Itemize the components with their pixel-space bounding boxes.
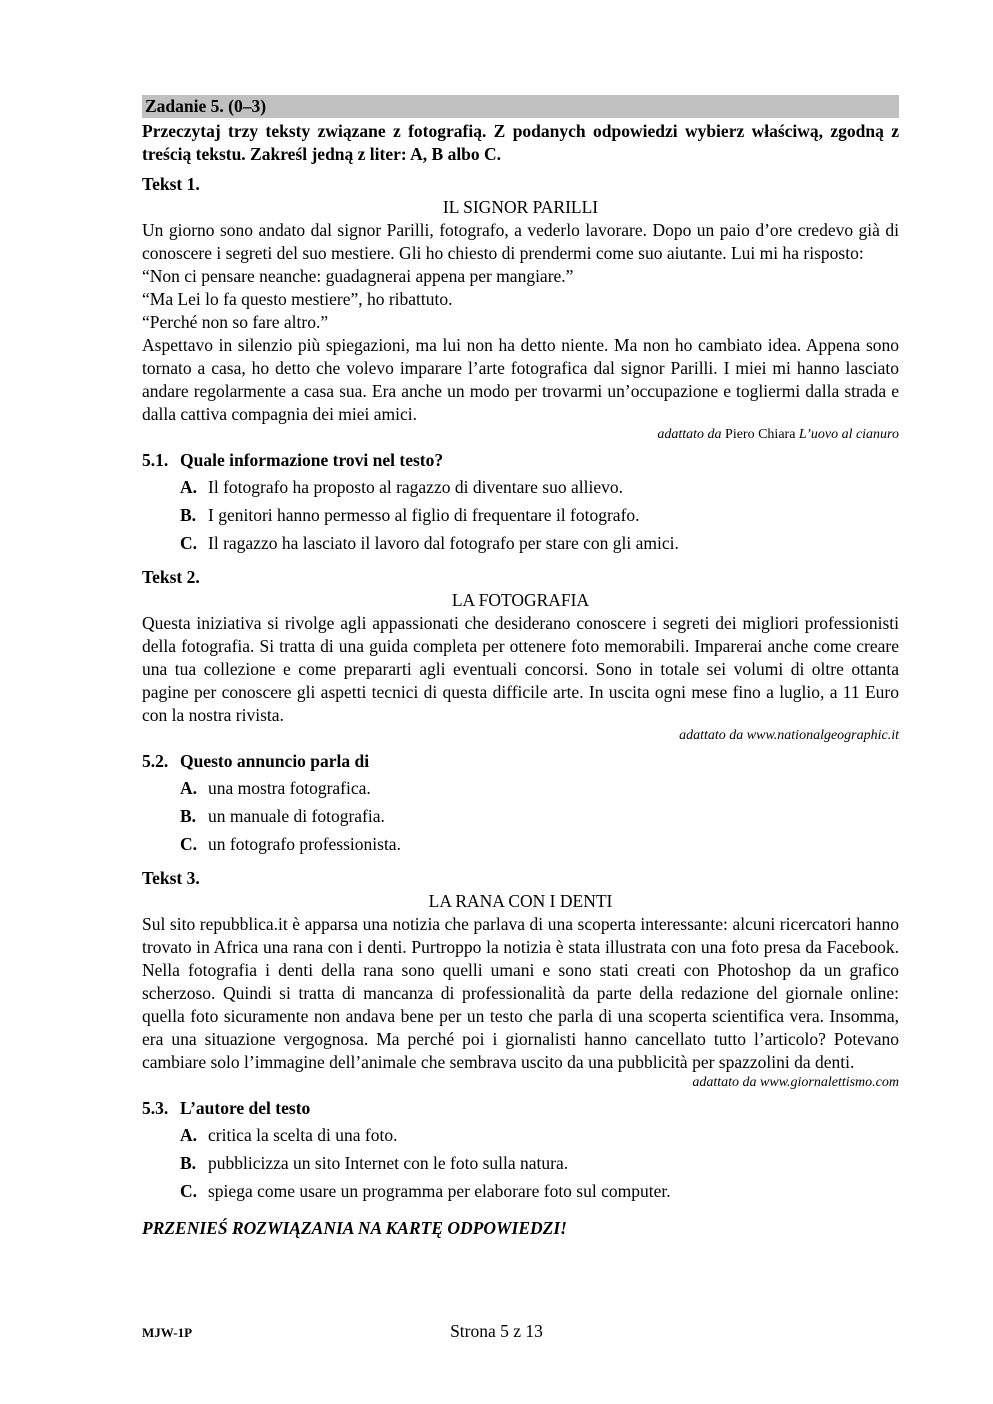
text1-quote-3: “Perché non so fare altro.” xyxy=(142,312,329,332)
question-text: Quale informazione trovi nel testo? xyxy=(180,450,444,470)
text2-title: LA FOTOGRAFIA xyxy=(451,590,590,610)
question-5-3-options xyxy=(180,1123,899,1207)
text3-title: LA RANA CON I DENTI xyxy=(428,891,613,911)
option-letter[interactable]: B. xyxy=(180,505,197,525)
task-header: Zadanie 5. (0–3) xyxy=(142,95,899,118)
option-letter[interactable]: C. xyxy=(180,1181,198,1201)
text2-paragraph: Questa iniziativa si rivolge agli appassionati che desiderano conoscere i segreti dei migliori professionisti della fotografia. Si tratta di una guida completa per ottenere foto memorabili. Imparerai anche come creare una tua collezione e come prepararti agli eventuali concorsi. Sono in totale sei volumi di oltre ottanta pagine per conoscere gli aspetti tecnici di questa difficile arte. In uscita ogni mese fino a luglio, a 11 Euro con la nostra rivista. xyxy=(142,613,899,725)
text1-quote-2: “Ma Lei lo fa questo mestiere”, ho ribattuto. xyxy=(142,289,453,309)
option-a[interactable] xyxy=(180,475,899,503)
option-a[interactable] xyxy=(180,776,899,804)
text3-label: Tekst 3. xyxy=(142,868,200,888)
question-5-3 xyxy=(142,1097,899,1120)
option-letter[interactable]: A. xyxy=(180,477,198,497)
page-content xyxy=(142,95,899,1240)
question-number: 5.1. xyxy=(142,450,169,470)
task-instruction: Przeczytaj trzy teksty związane z fotografią. Z podanych odpowiedzi wybierz właściwą, zgodną z treścią tekstu. Zakreśl jedną z liter: A, B albo C. xyxy=(142,121,899,164)
option-b[interactable] xyxy=(180,503,899,531)
exam-code: MJW-1P xyxy=(142,1325,193,1340)
text3-paragraph: Sul sito repubblica.it è apparsa una notizia che parlava di una scoperta interessante: alcuni ricercatori hanno trovato in Africa una rana con i denti. Purtroppo la notizia è stata illustrata con una foto presa da Facebook. Nella fotografia i denti della rana sono quelli umani e sono stati creati con Photoshop da un grafico scherzoso. Quindi si tratta di mancanza di professionalità da parte della redazione del giornale online: quella foto sicuramente non andava bene per un testo che parla di una scoperta scientifica vera. Insomma, era una situazione vergognosa. Ma perché poi i giornalisti hanno cancellato tutto l’articolo? Potevano cambiare solo l’immagine dell’animale che sembrava uscito da una pubblicità per spazzolini da denti. xyxy=(142,914,899,1072)
option-text: Il ragazzo ha lasciato il lavoro dal fotografo per stare con gli amici. xyxy=(208,533,679,553)
transfer-instruction: PRZENIEŚ ROZWIĄZANIA NA KARTĘ ODPOWIEDZI! xyxy=(142,1218,567,1238)
text1-label: Tekst 1. xyxy=(142,174,200,194)
option-text: Il fotografo ha proposto al ragazzo di diventare suo allievo. xyxy=(208,477,623,497)
option-text: critica la scelta di una foto. xyxy=(208,1125,398,1145)
question-text: Questo annuncio parla di xyxy=(180,751,370,771)
option-text: un manuale di fotografia. xyxy=(208,806,385,826)
question-5-1 xyxy=(142,449,899,472)
question-number: 5.3. xyxy=(142,1098,169,1118)
text1-source-work: L’uovo al cianuro xyxy=(798,427,899,442)
option-letter[interactable]: B. xyxy=(180,806,197,826)
text3-source: adattato da www.giornalettismo.com xyxy=(692,1075,899,1090)
option-c[interactable] xyxy=(180,531,899,559)
text1-quote-1: “Non ci pensare neanche: guadagnerai appena per mangiare.” xyxy=(142,266,574,286)
option-letter[interactable]: A. xyxy=(180,778,198,798)
question-number: 5.2. xyxy=(142,751,169,771)
question-5-2 xyxy=(142,750,899,773)
question-5-2-options xyxy=(180,776,899,860)
question-text: L’autore del testo xyxy=(180,1098,311,1118)
question-5-1-options xyxy=(180,475,899,559)
text1-source-author: Piero Chiara xyxy=(721,427,799,442)
option-c[interactable] xyxy=(180,1179,899,1207)
text2-label: Tekst 2. xyxy=(142,567,200,587)
text1-paragraph-1: Un giorno sono andato dal signor Parilli, fotografo, a vederlo lavorare. Dopo un paio d’ore credevo già di conoscere i segreti del suo mestiere. Gli ho chiesto di prendermi come suo aiutante. Lui mi ha risposto: xyxy=(142,220,899,263)
option-text: un fotografo professionista. xyxy=(208,834,401,854)
option-letter[interactable]: A. xyxy=(180,1125,198,1145)
option-text: I genitori hanno permesso al figlio di frequentare il fotografo. xyxy=(208,505,640,525)
option-b[interactable] xyxy=(180,804,899,832)
option-b[interactable] xyxy=(180,1151,899,1179)
option-text: spiega come usare un programma per elaborare foto sul computer. xyxy=(208,1181,671,1201)
option-text: pubblicizza un sito Internet con le foto sulla natura. xyxy=(208,1153,569,1173)
option-text: una mostra fotografica. xyxy=(208,778,371,798)
text2-source: adattato da www.nationalgeographic.it xyxy=(679,728,899,743)
text1-title: IL SIGNOR PARILLI xyxy=(442,197,599,217)
option-letter[interactable]: C. xyxy=(180,834,198,854)
option-letter[interactable]: B. xyxy=(180,1153,197,1173)
option-a[interactable] xyxy=(180,1123,899,1151)
text1-source-prefix: adattato da xyxy=(657,427,722,442)
text1-paragraph-2: Aspettavo in silenzio più spiegazioni, ma lui non ha detto niente. Ma non ho cambiato idea. Appena sono tornato a casa, ho detto che volevo imparare l’arte fotografica dal signor Parilli. I miei mi hanno lasciato andare regolarmente a casa sua. Era anche un modo per trovarmi un’occupazione e togliermi dalla strada e dalla cattiva compagnia dei miei amici. xyxy=(142,335,899,424)
option-c[interactable] xyxy=(180,832,899,860)
text1-source xyxy=(142,426,899,444)
page-number: Strona 5 z 13 xyxy=(450,1321,543,1341)
option-letter[interactable]: C. xyxy=(180,533,198,553)
